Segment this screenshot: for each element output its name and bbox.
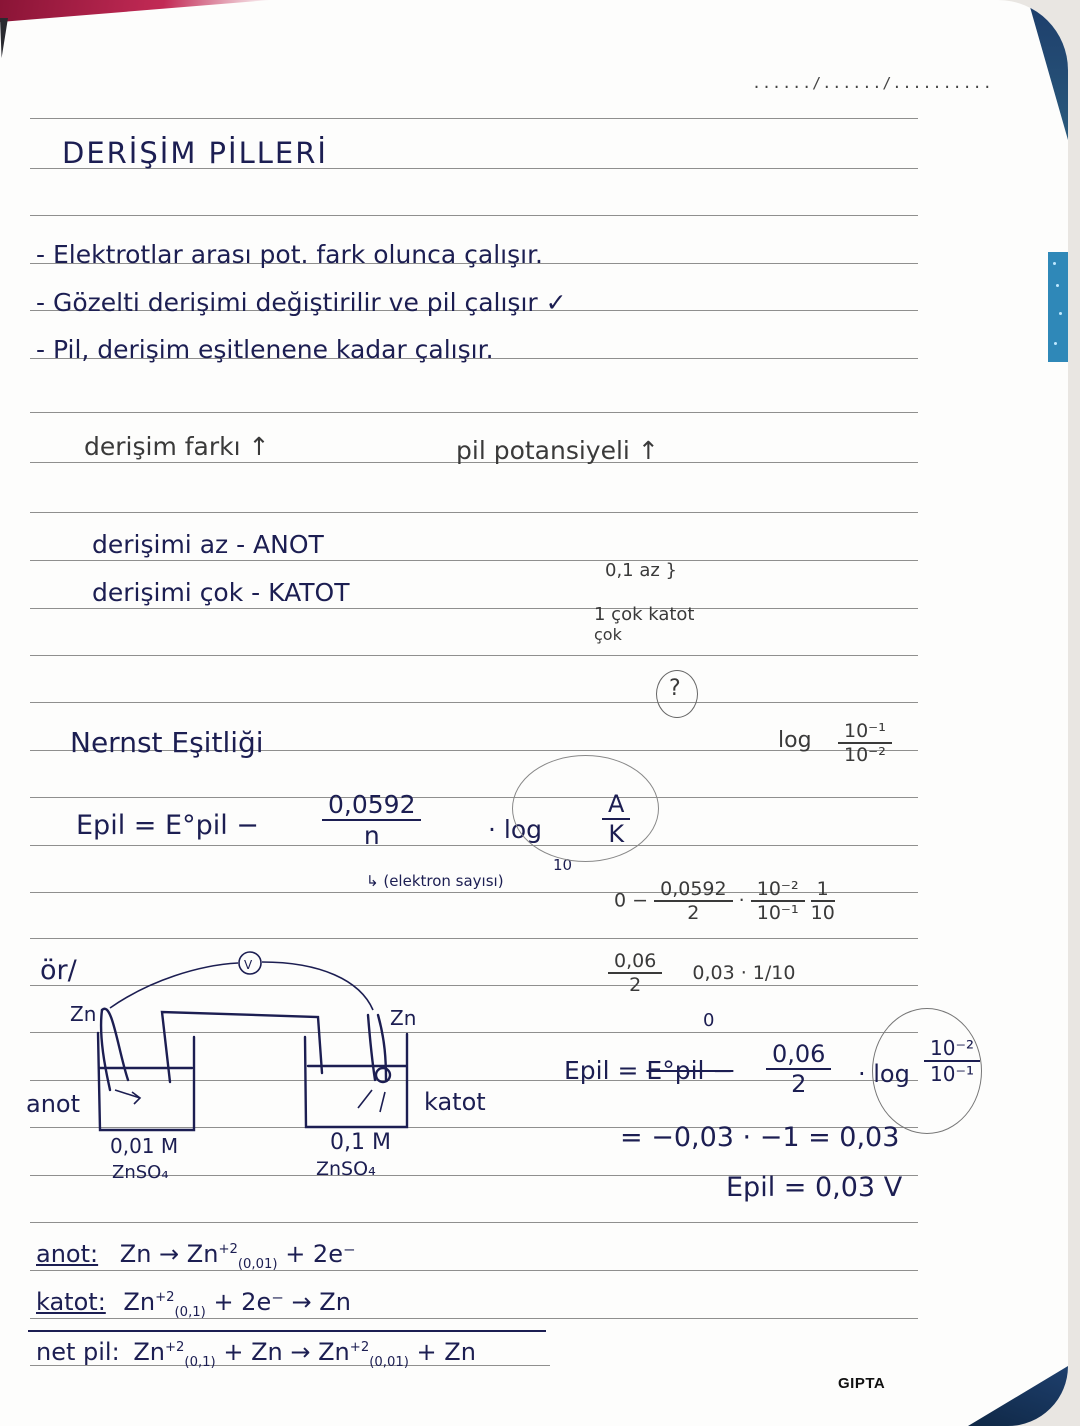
net-ion2-charge: +2 [349, 1340, 370, 1355]
scratch-denominator: 10⁻² [844, 744, 886, 766]
net-ion2: Zn [318, 1338, 350, 1366]
cathode-label: katot [424, 1088, 486, 1116]
net-ion1: Zn [133, 1338, 165, 1366]
quotient-numerator: A [602, 790, 630, 820]
cathode-ion-charge: +2 [155, 1290, 175, 1305]
date-field: ....../....../.......... [752, 74, 993, 92]
solution-coef-num: 0,06 [766, 1040, 831, 1070]
brand-logo: GIPTA [838, 1375, 886, 1392]
scratch-ratio-den: 10⁻¹ [756, 902, 799, 924]
anode-ion: Zn [186, 1240, 219, 1268]
cathode-ion-conc: (0,1) [174, 1304, 206, 1320]
question-mark: ? [669, 676, 681, 701]
cathode-rule: derişimi çok - KATOT [92, 578, 350, 607]
anode-reactant: Zn → [119, 1240, 180, 1268]
electron-count-note: ↳ (elektron sayısı) [366, 872, 504, 890]
bullet-item: - Elektrotlar arası pot. fark olunca çalışır. [36, 240, 544, 269]
net-mid: + Zn → [223, 1338, 311, 1366]
e0-zero-value: 0 [703, 1010, 715, 1031]
scratch-ratio-num: 10⁻² [751, 878, 805, 902]
solution-equation [564, 1056, 733, 1085]
scratch-coef-den: 2 [687, 902, 700, 924]
relation-left: derişim farkı ↑ [84, 432, 270, 461]
net-ion1-charge: +2 [164, 1340, 185, 1355]
side-note-line: 1 çok katot [594, 604, 695, 625]
scratch-one-den: 10 [810, 902, 835, 924]
cathode-products: + 2e⁻ → Zn [213, 1288, 351, 1316]
cathode-reaction [36, 1288, 351, 1320]
side-note-line: 0,1 az } [605, 560, 677, 581]
log-base: 10 [553, 856, 573, 874]
example-label: ör/ [40, 955, 77, 986]
side-note-line: çok [594, 625, 622, 644]
anode-label: anot [26, 1090, 81, 1118]
sum-underline [28, 1330, 546, 1332]
approx-result: 0,03 · 1/10 [692, 961, 796, 984]
net-ion1-conc: (0,1) [184, 1354, 216, 1370]
left-solution: ZnSO₄ [112, 1162, 169, 1183]
relation-right: pil potansiyeli ↑ [456, 436, 659, 465]
nernst-heading: Nernst Eşitliği [70, 726, 264, 759]
solution-coef-den: 2 [791, 1070, 807, 1098]
left-electrode-label: Zn [70, 1002, 97, 1026]
coef-denominator: n [363, 821, 380, 850]
solution-lhs: Epil = [564, 1056, 639, 1085]
scratch-calc: 0 − $\frac{0,0592}{2}$ · $\frac{\text{10⁻²}}{\text{10⁻¹}}$ $\frac{1}{10}$ [614, 878, 835, 924]
scratch-coef-num: 0,0592 [654, 878, 732, 902]
scratch-zero: 0 − [614, 889, 649, 912]
right-electrode-label: Zn [390, 1006, 417, 1030]
anode-ion-charge: +2 [218, 1242, 238, 1257]
right-solution: ZnSO₄ [316, 1158, 376, 1180]
net-reaction-label: net pil: [36, 1338, 120, 1366]
right-concentration: 0,1 M [330, 1130, 391, 1155]
nernst-log: · log [488, 815, 543, 844]
anode-ion-conc: (0,01) [237, 1256, 278, 1272]
solution-step: = −0,03 · −1 = 0,03 [620, 1122, 900, 1153]
anode-electrons: + 2e⁻ [285, 1240, 356, 1268]
log-circle [872, 1008, 982, 1134]
scratch-numerator: 10⁻¹ [838, 720, 892, 744]
solution-ratio-den: 10⁻¹ [930, 1062, 975, 1086]
quotient-denominator: K [608, 820, 625, 848]
solution-coefficient [766, 1040, 831, 1098]
solution-ratio-num: 10⁻² [924, 1036, 980, 1062]
anode-reaction-label: anot: [36, 1240, 99, 1268]
solution-result: Epil = 0,03 V [726, 1172, 903, 1203]
anode-rule: derişimi az - ANOT [92, 530, 324, 559]
anode-reaction [36, 1240, 356, 1272]
bullet-item: - Pil, derişim eşitlenene kadar çalışır. [36, 335, 494, 364]
net-end: + Zn [416, 1338, 476, 1366]
nernst-lhs: Epil = [76, 810, 157, 841]
bullet-item: - Gözelti derişimi değiştirilir ve pil çalışır ✓ [36, 288, 567, 317]
solution-log: · log [858, 1060, 910, 1088]
coef-numerator: 0,0592 [322, 790, 421, 821]
cathode-reaction-label: katot: [36, 1288, 106, 1316]
voltmeter-icon: V [244, 958, 253, 972]
scratch-one-num: 1 [811, 878, 835, 902]
left-concentration: 0,01 M [110, 1134, 179, 1158]
net-ion2-conc: (0,01) [369, 1354, 409, 1370]
solution-e0: E°pil − [646, 1056, 734, 1085]
scratch-log-label: log [778, 728, 812, 753]
approx-num: 0,06 [608, 950, 662, 974]
net-reaction [36, 1338, 476, 1370]
nernst-e0: E°pil − [165, 810, 259, 841]
approx-den: 2 [629, 974, 642, 996]
cathode-ion: Zn [123, 1288, 156, 1316]
page-title: DERİŞİM PİLLERİ [62, 136, 328, 170]
